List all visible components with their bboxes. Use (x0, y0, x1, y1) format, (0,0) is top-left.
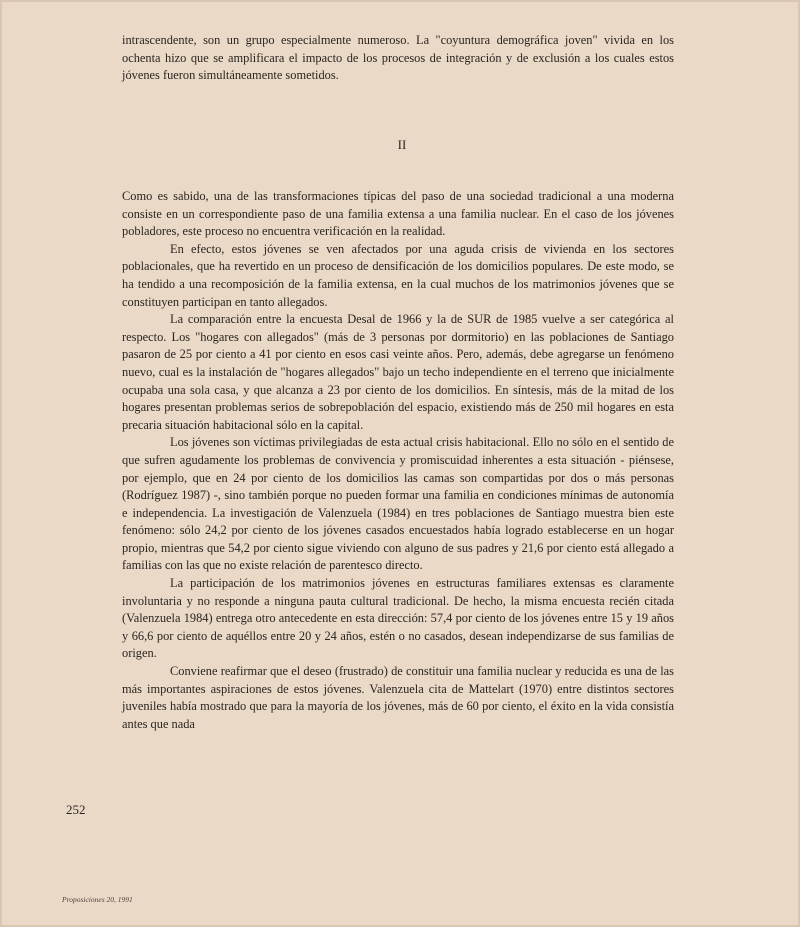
paragraph: Los jóvenes son víctimas privilegiadas de esta actual crisis habitacional. Ello no sólo en el sentido de que sufren agudamente los problemas de convivencia y promiscuidad inherentes a esta situación - piénsese, por ejemplo, que en 24 por ciento de los domicilios las camas son compartidas por dos o más personas (Rodríguez 1987) -, sino también porque no pueden formar una familia en condiciones mínimas de autonomía e independencia. La investigación de Valenzuela (1984) en tres poblaciones de Santiago muestra bien este fenómeno: sólo 24,2 por ciento de los jóvenes casados encuestados había logrado establecerse en un hogar propio, mientras que 54,2 por ciento sigue viviendo con alguno de sus padres y 21,6 por ciento está allegado a familias con las que no existe relación de parentesco directo. (122, 435, 674, 573)
intro-text-block (122, 32, 674, 85)
section-heading: II (397, 137, 407, 152)
paragraph: En efecto, estos jóvenes se ven afectados por una aguda crisis de vivienda en los sectores poblacionales, que ha revertido en un proceso de densificación de los domicilios populares. De este modo, se ha tendido a una recomposición de la familia extensa, en la cual muchos de los matrimonios jóvenes que se constituyen participan en tanto allegados. (122, 241, 674, 309)
paragraph: Conviene reafirmar que el deseo (frustrado) de constituir una familia nuclear y reducida es una de las más importantes aspiraciones de estos jóvenes. Valenzuela cita de Mattelart (1970) entre distintos sectores juveniles había mostrado que para la mayoría de los jóvenes, más de 60 por ciento, el éxito en la vida consistía antes que nada (122, 664, 674, 731)
paragraph: La comparación entre la encuesta Desal de 1966 y la de SUR de 1985 vuelve a ser categórica al respecto. Los "hogares con allegados" (más de 3 personas por dormitorio) en las poblaciones de Santiago pasaron de 25 por ciento a 41 por ciento en esos casi veinte años. Pero, además, debe agregarse un fenómeno nuevo, cual es la instalación de "hogares allegados" bajo un techo independiente en el terreno que inicialmente ocupaba una sola casa, y que alcanza a 23 por ciento de los domicilios. En síntesis, más de la mitad de los hogares presentan problemas serios de sobrepoblación del espacio, existiendo más de 250 mil hogares en esta precaria situación habitacional sólo en la capital. (122, 312, 674, 432)
footer-reference: Proposiciones 20, 1991 (62, 895, 133, 904)
paragraph: La participación de los matrimonios jóvenes en estructuras familiares extensas es claramente involuntaria y no responde a ninguna pauta cultural tradicional. De hecho, la misma encuesta recién citada (Valenzuela 1984) entrega otro antecedente en esta dirección: 57,4 por ciento de los jóvenes entre 15 y 19 años y 66,6 por ciento de aquéllos entre 20 y 24 años, estén o no casados, desean independizarse de sus familias de origen. (122, 576, 674, 661)
paragraph: Como es sabido, una de las transformaciones típicas del paso de una sociedad tradicional a una moderna consiste en un correspondiente paso de una familia extensa a una familia nuclear. En el caso de los jóvenes pobladores, este proceso no encuentra verificación en la realidad. (122, 189, 674, 239)
page-number: 252 (66, 802, 86, 817)
intro-paragraph: intrascendente, son un grupo especialmente numeroso. La "coyuntura demográfica joven" vivida en los ochenta hizo que se amplificara el impacto de los procesos de integración y de exclusión a los cuales estos jóvenes fueron simultáneamente sometidos. (122, 33, 674, 83)
body-text-block (122, 188, 674, 733)
